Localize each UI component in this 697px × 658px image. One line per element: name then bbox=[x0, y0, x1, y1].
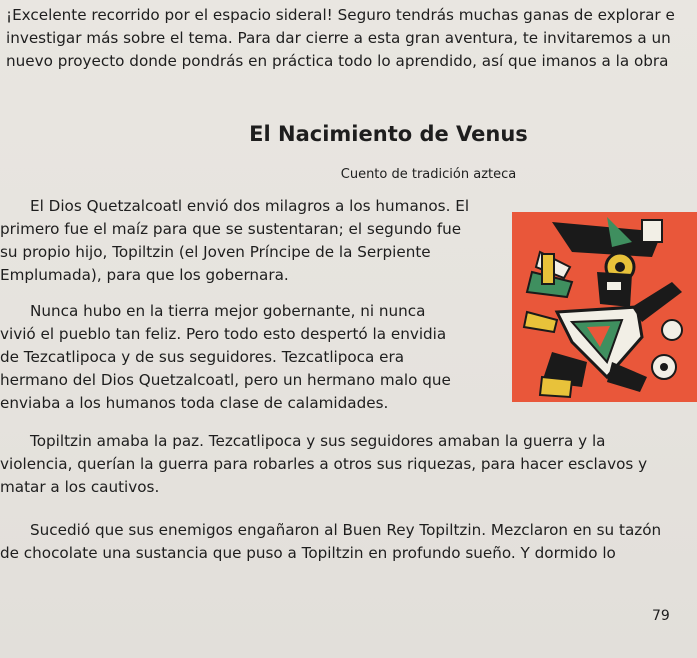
story-subtitle: Cuento de tradición azteca bbox=[340, 167, 517, 182]
story-paragraph-1 bbox=[0, 195, 469, 287]
intro-line: investigar más sobre el tema. Para dar cierre a esta gran aventura, te invitaremos a un bbox=[6, 29, 671, 47]
text-line: Emplumada), para que los gobernara. bbox=[0, 266, 289, 284]
text-line: de chocolate una sustancia que puso a Topiltzin en profundo sueño. Y dormido lo bbox=[0, 544, 616, 562]
story-paragraph-4 bbox=[0, 519, 661, 565]
text-line: Nunca hubo en la tierra mejor gobernante, ni nunca bbox=[30, 302, 426, 320]
text-line: enviaba a los humanos toda clase de calamidades. bbox=[0, 394, 389, 412]
aztec-codex-deity-icon bbox=[512, 212, 697, 402]
intro-text bbox=[6, 4, 697, 73]
text-line: Topiltzin amaba la paz. Tezcatlipoca y sus seguidores amaban la guerra y la bbox=[30, 432, 606, 450]
text-line: vivió el pueblo tan feliz. Pero todo esto despertó la envidia bbox=[0, 325, 447, 343]
text-line: su propio hijo, Topiltzin (el Joven Príncipe de la Serpiente bbox=[0, 243, 431, 261]
story-paragraph-2 bbox=[0, 300, 451, 415]
text-line: El Dios Quetzalcoatl envió dos milagros a los humanos. El bbox=[30, 197, 470, 215]
story-title: El Nacimiento de Venus bbox=[249, 122, 528, 146]
text-line: Sucedió que sus enemigos engañaron al Buen Rey Topiltzin. Mezclaron en su tazón bbox=[30, 521, 662, 539]
text-line: de Tezcatlipoca y de sus seguidores. Tezcatlipoca era bbox=[0, 348, 405, 366]
intro-line: ¡Excelente recorrido por el espacio sideral! Seguro tendrás muchas ganas de explorar e bbox=[6, 6, 675, 24]
text-line: primero fue el maíz para que se sustentaran; el segundo fue bbox=[0, 220, 462, 238]
story-paragraph-3 bbox=[0, 430, 647, 499]
page-number: 79 bbox=[652, 608, 670, 624]
text-line: violencia, querían la guerra para robarles a otros sus riquezas, para hacer esclavos y bbox=[0, 455, 648, 473]
text-line: matar a los cautivos. bbox=[0, 478, 160, 496]
text-line: hermano del Dios Quetzalcoatl, pero un hermano malo que bbox=[0, 371, 451, 389]
intro-line: nuevo proyecto donde pondrás en práctica todo lo aprendido, así que imanos a la obra bbox=[6, 52, 669, 70]
